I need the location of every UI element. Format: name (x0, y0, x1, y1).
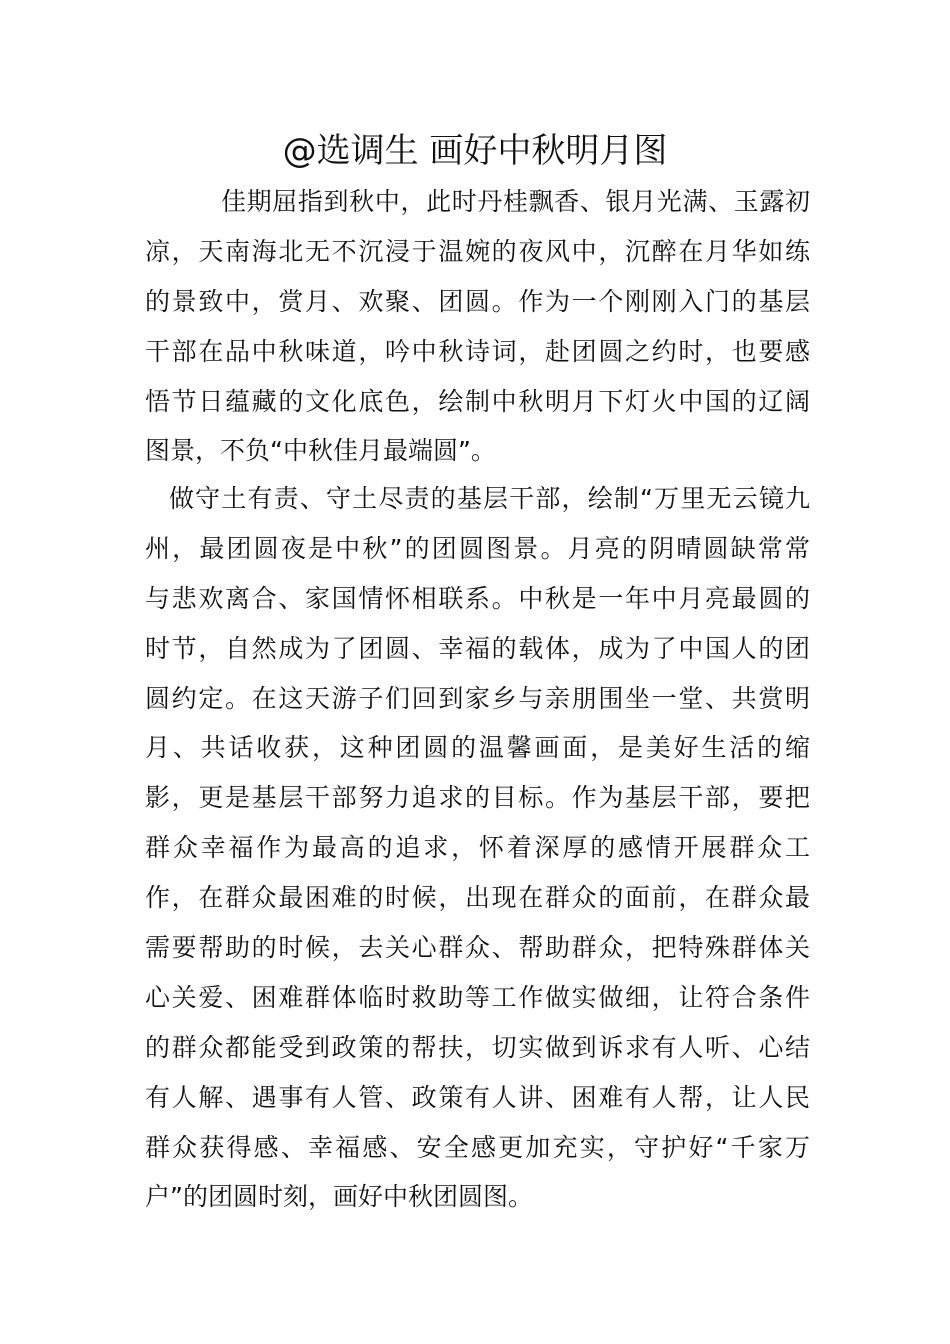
paragraph-line: 凉，天南海北无不沉浸于温婉的夜风中，沉醉在月华如练 (145, 236, 812, 266)
paragraph-line: 群众获得感、幸福感、安全感更加充实，守护好“千家万 (145, 1132, 813, 1162)
paragraph-line: 图景，不负“中秋佳月最端圆”。 (145, 436, 496, 466)
paragraph-line: 与悲欢离合、家国情怀相联系。中秋是一年中月亮最圆的 (145, 583, 812, 613)
paragraph-1 (145, 177, 810, 476)
document-title: @选调生 画好中秋明月图 (282, 131, 668, 171)
paragraph-line: 需要帮助的时候，去关心群众、帮助群众，把特殊群体关 (145, 933, 812, 963)
paragraph-line: 作，在群众最困难的时候，出现在群众的面前，在群众最 (145, 883, 812, 913)
paragraph-line: 悟节日蕴藏的文化底色，绘制中秋明月下灯火中国的辽阔 (145, 386, 812, 416)
paragraph-line: 时节，自然成为了团圆、幸福的载体，成为了中国人的团 (145, 633, 812, 663)
paragraph-line: 做守土有责、守土尽责的基层干部，绘制“万里无云镜九 (169, 484, 812, 513)
paragraph-line: 心关爱、困难群体临时救助等工作做实做细，让符合条件 (145, 982, 812, 1012)
paragraph-line: 的景致中，赏月、欢聚、团圆。作为一个刚刚入门的基层 (145, 286, 812, 316)
paragraph-line: 的群众都能受到政策的帮扶，切实做到诉求有人听、心结 (145, 1032, 812, 1062)
paragraph-line: 佳期屈指到秋中，此时丹桂飘香、银月光满、玉露初 (221, 187, 811, 216)
paragraph-line: 州，最团圆夜是中秋”的团圆图景。月亮的阴晴圆缺常常 (145, 533, 813, 563)
paragraph-line: 干部在品中秋味道，吟中秋诗词，赴团圆之约时，也要感 (145, 336, 812, 366)
paragraph-2 (145, 474, 813, 1222)
paragraph-line: 影，更是基层干部努力追求的目标。作为基层干部，要把 (145, 783, 812, 813)
paragraph-line: 有人解、遇事有人管、政策有人讲、困难有人帮，让人民 (145, 1082, 812, 1112)
paragraph-line: 圆约定。在这天游子们回到家乡与亲朋围坐一堂、共赏明 (145, 683, 812, 713)
paragraph-line: 户”的团圆时刻，画好中秋团圆图。 (145, 1182, 533, 1212)
paragraph-line: 群众幸福作为最高的追求，怀着深厚的感情开展群众工 (145, 833, 813, 863)
paragraph-line: 月、共话收获，这种团圆的温馨画面，是美好生活的缩 (145, 733, 813, 763)
